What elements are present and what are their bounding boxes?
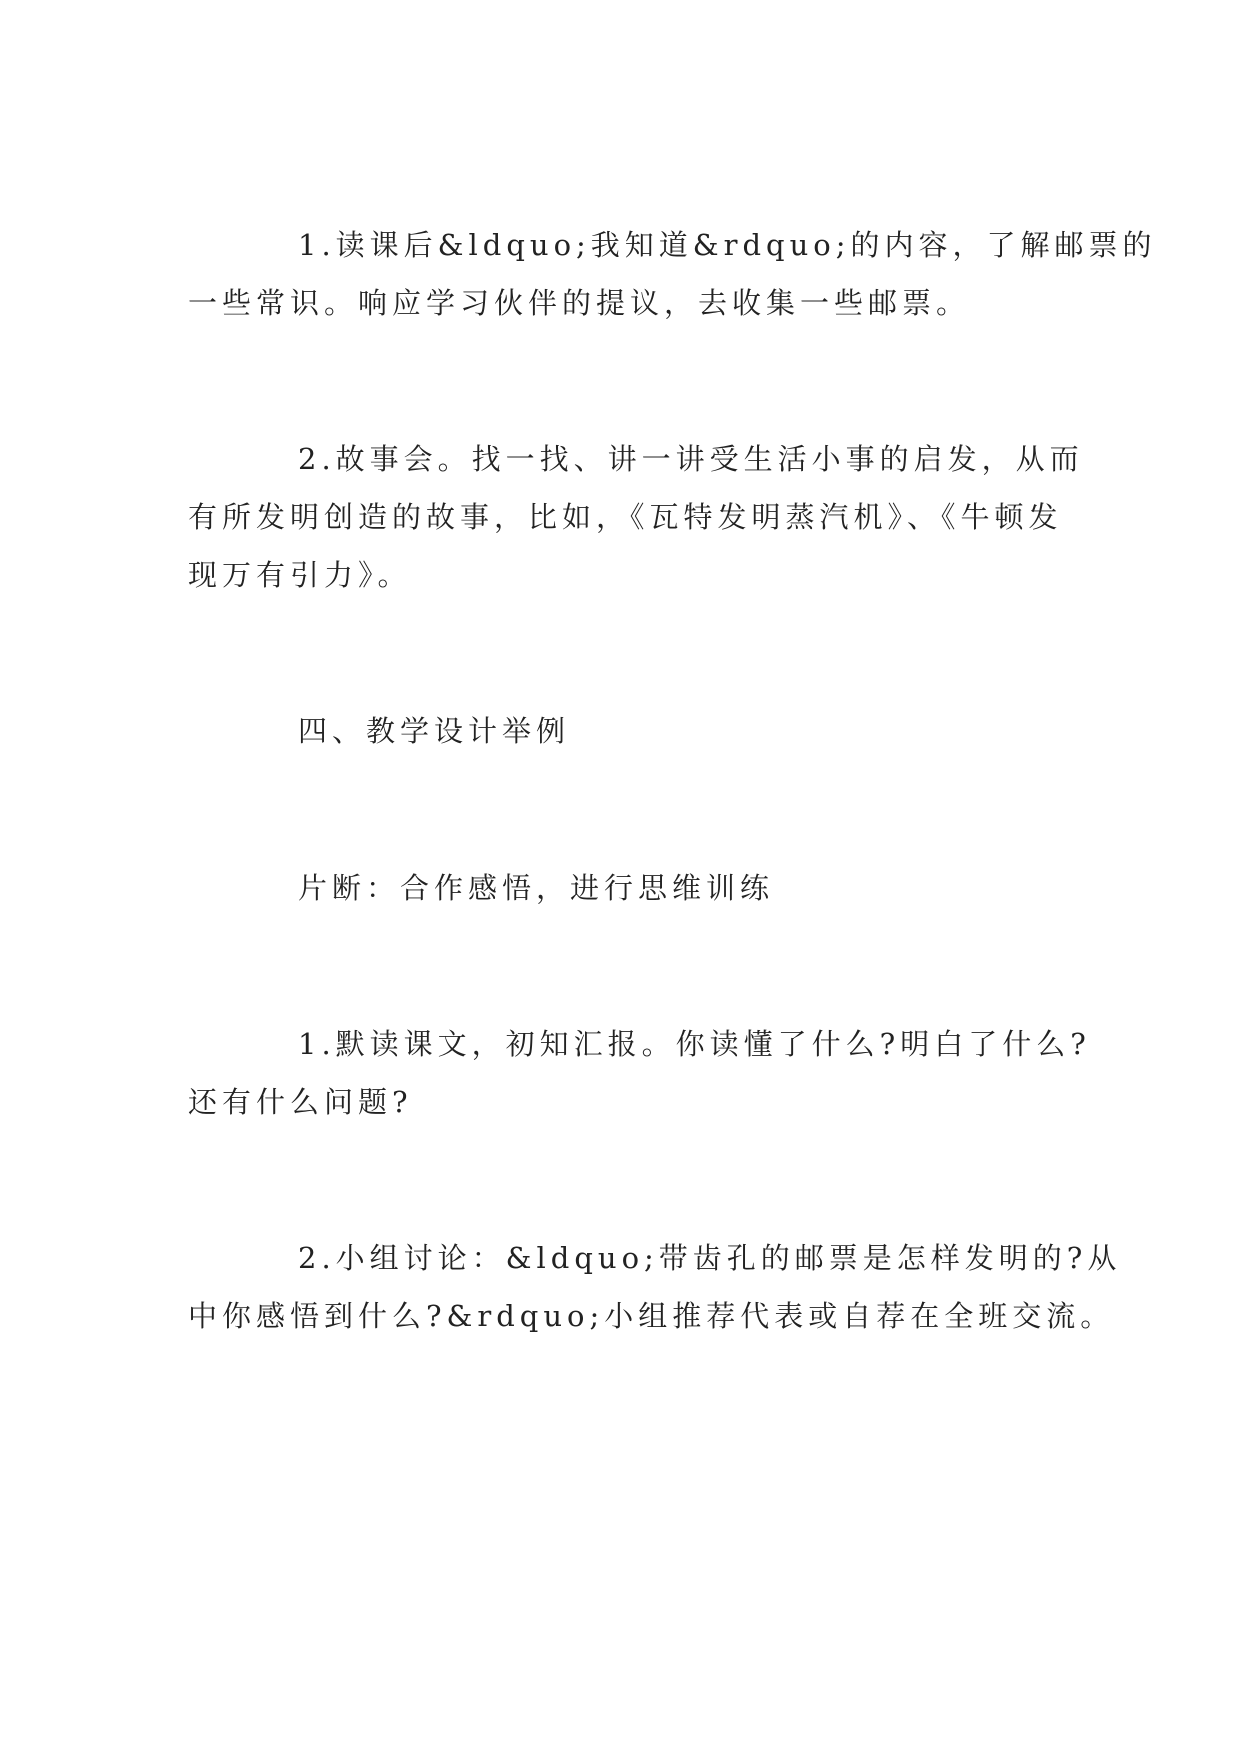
- paragraph-3-line-2: 还有什么问题?: [188, 1085, 413, 1119]
- paragraph-1-line-1: 1.读课后&ldquo;我知道&rdquo;的内容，了解邮票的: [298, 228, 1157, 262]
- paragraph-4-line-2: 中你感悟到什么?&rdquo;小组推荐代表或自荐在全班交流。: [188, 1299, 1115, 1333]
- fragment-title: 片断：合作感悟，进行思维训练: [298, 871, 775, 905]
- paragraph-2-line-1: 2.故事会。找一找、讲一讲受生活小事的启发，从而: [298, 442, 1084, 476]
- paragraph-2-line-3: 现万有引力》。: [188, 558, 412, 592]
- section-heading: 四、教学设计举例: [298, 714, 571, 748]
- paragraph-2-line-2: 有所发明创造的故事，比如，《瓦特发明蒸汽机》、《牛顿发: [188, 500, 1063, 534]
- paragraph-1-line-2: 一些常识。响应学习伙伴的提议，去收集一些邮票。: [188, 286, 971, 320]
- paragraph-4-line-1: 2.小组讨论：&ldquo;带齿孔的邮票是怎样发明的?从: [298, 1241, 1122, 1275]
- paragraph-3-line-1: 1.默读课文，初知汇报。你读懂了什么?明白了什么?: [298, 1027, 1091, 1061]
